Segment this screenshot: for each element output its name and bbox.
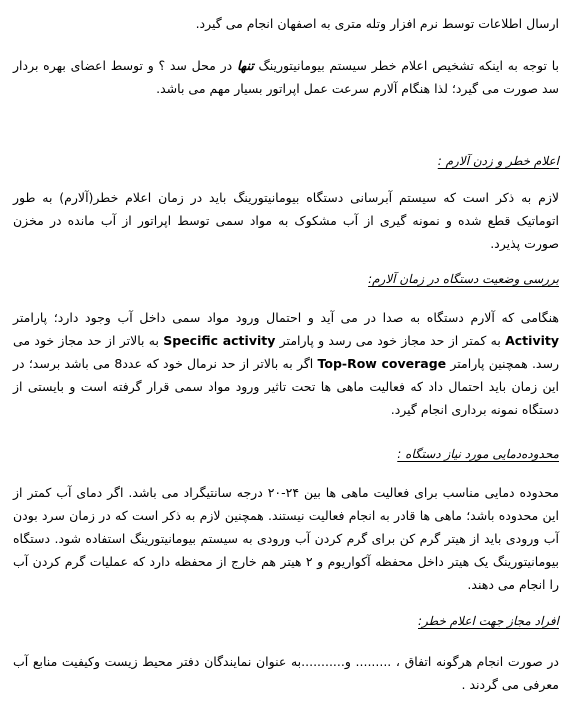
text-run: در محل سد ؟ و توسط اعضای بهره بردار سد صورت می گیرد؛ لذا هنگام آلارم سرعت عمل اپراتور بسیار مهم می باشد. xyxy=(13,58,559,96)
text-run: اگر به بالاتر از حد نرمال خود که عدد8 می باشد برسد؛ در این زمان باید احتمال داد که فعالیت ماهی ها تحت تاثیر ورود مواد سمی قرار گرفته است و بایستی از دستگاه نمونه برداری انجام گیرد. xyxy=(13,356,559,417)
paragraph-data-transmission: ارسال اطلاعات توسط نرم افزار وتله متری به اصفهان انجام می گیرد. xyxy=(195,16,559,31)
text-run: به بالاتر از حد مجاز خود می رسد. همچنین پارامتر xyxy=(13,333,559,371)
text-run: هنگامی که آلارم دستگاه به صدا در می آید و احتمال ورود مواد سمی داخل آب وجود دارد؛ پارامتر xyxy=(13,310,559,325)
term-specific-activity: Specific activity xyxy=(163,333,276,348)
term-top-row-coverage: Top-Row coverage xyxy=(317,356,447,371)
heading-alarm: اعلام خطر و زدن آلارم : xyxy=(437,154,559,168)
heading-authorized-persons: افراد مجاز جهت اعلام خطر: xyxy=(418,614,559,628)
text-run: با توجه به اینکه تشخیص اعلام خطر سیستم بیومانیتورینگ xyxy=(253,58,559,73)
emphasis-only: تنها xyxy=(236,58,254,73)
heading-temperature: محدوده‌دمایی مورد نیاز دستگاه : xyxy=(397,447,559,461)
paragraph-device-status xyxy=(13,306,559,421)
text-run: به کمتر از حد مجاز خود می رسد و پارامتر xyxy=(275,333,506,348)
heading-device-status: بررسی وضعیت دستگاه در زمان آلارم: xyxy=(368,272,559,286)
term-activity: Activity xyxy=(505,333,559,348)
paragraph-alarm: لازم به ذکر است که سیستم آبرسانی دستگاه بیومانیتورینگ باید در زمان اعلام خطر(آلارم) به طور اتوماتیک قطع شده و نمونه گیری از آب مشکوک به مواد سمی توسط اپراتور از آب مانده در مخزن صورت پذیرد. xyxy=(13,190,559,251)
paragraph-alarm-detection xyxy=(13,54,559,100)
paragraph-authorized-persons: در صورت انجام هرگونه اتفاق ، ......... و...........به عنوان نمایندگان دفتر محیط زیست وکیفیت منابع آب معرفی می گردند . xyxy=(13,654,559,692)
paragraph-temperature: محدوده دمایی مناسب برای فعالیت ماهی ها بین ۲۴-۲۰ درجه سانتیگراد می باشد. اگر دمای آب کمتر از این محدوده باشد؛ ماهی ها قادر به انجام فعالیت نیستند. همچنین لازم به ذکر است که در زمان سرد بودن آب ورودی باید از هیتر گرم کن برای گرم کردن آب ورودی به سیستم بیومانیتورینگ استفاده شود. دستگاه بیومانیتورینگ یک هیتر داخل محفظه آکواریوم و ۲ هیتر هم خارج از محفظه دارد که عملیات گرم کردن آب را انجام می دهند. xyxy=(13,485,560,592)
